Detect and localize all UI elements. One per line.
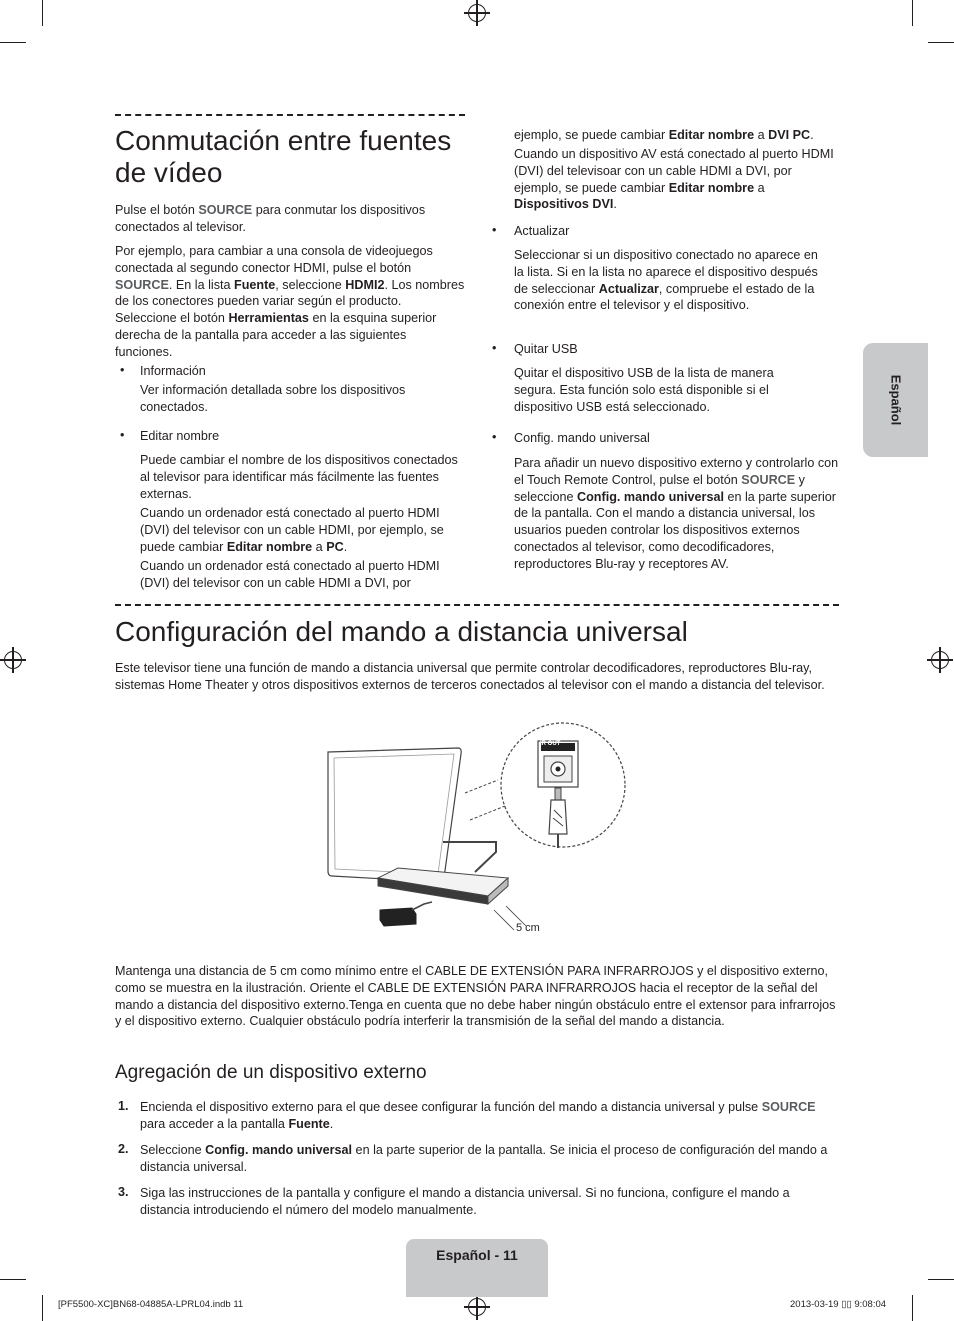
tv-ir-connection-illustration [320, 718, 630, 943]
bullet-config-label: Config. mando universal [514, 431, 650, 445]
crop-mark [912, 1295, 913, 1321]
section2-intro: Este televisor tiene una función de mando a distancia universal que permite controlar decodificadores, reproductores Blu-ray, sistemas Home Theater y otros dispositivos externos de terceros conectados al televisor con el mando a distancia del televisor. [115, 661, 825, 692]
registration-mark-icon [468, 1298, 486, 1316]
page-number-tab [406, 1239, 548, 1297]
bullet-icon: • [492, 223, 497, 237]
crop-mark [42, 1295, 43, 1321]
registration-mark-icon [4, 651, 22, 669]
step-number: 3. [118, 1185, 129, 1199]
distance-label: 5 cm [516, 922, 540, 934]
bullet-icon: • [492, 341, 497, 355]
col2-av-text: Cuando un dispositivo AV está conectado al puerto HDMI (DVI) del televisoar con un cable HDMI a DVI, por ejemplo, se puede cambiar Editar nombre a Dispositivos DVI. [514, 147, 834, 212]
step-number: 1. [118, 1099, 129, 1113]
print-slug-right: 2013-03-19 ▯▯ 9:08:04 [790, 1299, 887, 1310]
crop-mark [0, 42, 26, 43]
section2-title: Configuración del mando a distancia universal [115, 616, 688, 647]
bullet-update-text: Seleccionar si un dispositivo conectado no aparece en la lista. Si en la lista no aparece el dispositivo después de seleccionar Actualizar, compruebe el estado de la conexión entre el televisor y el dispositivo. [514, 248, 818, 313]
section1-title: Conmutación entre fuentes de vídeo [115, 125, 452, 188]
bullet-update-label: Actualizar [514, 224, 570, 238]
print-slug-left: [PF5500-XC]BN68-04885A-LPRL04.indb 11 [58, 1299, 244, 1310]
section-divider [115, 604, 839, 606]
bullet-config-text: Para añadir un nuevo dispositivo externo y controlarlo con el Touch Remote Control, pulse el botón SOURCE y seleccione Config. mando universal en la parte superior de la pantalla. Con el mando a distancia universal, los usuarios pueden controlar los dispositivos externos conectados al televisor, como decodificadores, reproductores Blu-ray y receptores AV. [514, 456, 839, 571]
page-number-label: Español - 11 [436, 1247, 518, 1263]
language-side-tab [863, 343, 928, 457]
bullet-usb-text: Quitar el dispositivo USB de la lista de manera segura. Esta función solo está disponible si el dispositivo USB está seleccionado. [514, 366, 774, 414]
bullet-edit-text: Puede cambiar el nombre de los dispositivos conectados al televisor para identificar más fácilmente las fuentes externas. [140, 453, 458, 501]
step-2-text: Seleccione Config. mando universal en la parte superior de la pantalla. Se inicia el proceso de configuración del mando a distancia universal. [140, 1143, 828, 1174]
step-1-text: Encienda el dispositivo externo para el que desee configurar la función del mando a distancia universal y pulse SOURCE para acceder a la pantalla Fuente. [140, 1100, 816, 1131]
section1-intro: Pulse el botón SOURCE para conmutar los dispositivos conectados al televisor. [115, 203, 426, 234]
section-divider [115, 114, 465, 116]
col2-continuation: ejemplo, se puede cambiar Editar nombre a DVI PC. [514, 128, 814, 142]
registration-mark-icon [468, 4, 486, 22]
crop-mark [912, 0, 913, 26]
crop-mark [42, 0, 43, 26]
bullet-edit-dvi: Cuando un ordenador está conectado al puerto HDMI (DVI) del televisor con un cable HDMI a DVI, por [140, 559, 440, 590]
bullet-icon: • [120, 363, 125, 377]
language-side-tab-label: Español [888, 374, 903, 426]
crop-mark [928, 1279, 954, 1280]
bullet-icon: • [492, 430, 497, 444]
step-number: 2. [118, 1142, 129, 1156]
bullet-edit-label: Editar nombre [140, 429, 220, 443]
crop-mark [0, 1279, 26, 1280]
step-3-text: Siga las instrucciones de la pantalla y configure el mando a distancia universal. Si no funciona, configure el mando a distancia introduciendo el número del modelo manualmente. [140, 1186, 790, 1217]
bullet-info-label: Información [140, 364, 206, 378]
section2-subtitle: Agregación de un dispositivo externo [115, 1062, 427, 1083]
crop-mark [928, 42, 954, 43]
ir-out-label: IR OUT [540, 741, 561, 747]
distance-text: Mantenga una distancia de 5 cm como mínimo entre el CABLE DE EXTENSIÓN PARA INFRARROJOS y el dispositivo externo, como se muestra en la ilustración. Oriente el CABLE DE EXTENSIÓN PARA INFRARROJOS hacia el receptor de la señal del mando a distancia del dispositivo externo.Tenga en cuenta que no debe haber ningún obstáculo entre el extensor para infrarrojos y el dispositivo externo. Cualquier obstáculo podría interferir la transmisión de la señal del mando a distancia. [115, 964, 836, 1029]
registration-mark-icon [931, 651, 949, 669]
section1-example: Por ejemplo, para cambiar a una consola de videojuegos conectada al segundo conector HDMI, pulse el botón SOURCE. En la lista Fuente, seleccione HDMI2. Los nombres de los conectores pueden variar según el producto. Seleccione el botón Herramientas en la esquina superior derecha de la pantalla para acceder a las siguientes funciones. [115, 244, 465, 359]
bullet-icon: • [120, 428, 125, 442]
bullet-info-text: Ver información detallada sobre los dispositivos conectados. [140, 383, 406, 414]
bullet-edit-pc: Cuando un ordenador está conectado al puerto HDMI (DVI) del televisor con un cable HDMI, por ejemplo, se puede cambiar Editar nombre a PC. [140, 506, 444, 554]
bullet-usb-label: Quitar USB [514, 342, 578, 356]
